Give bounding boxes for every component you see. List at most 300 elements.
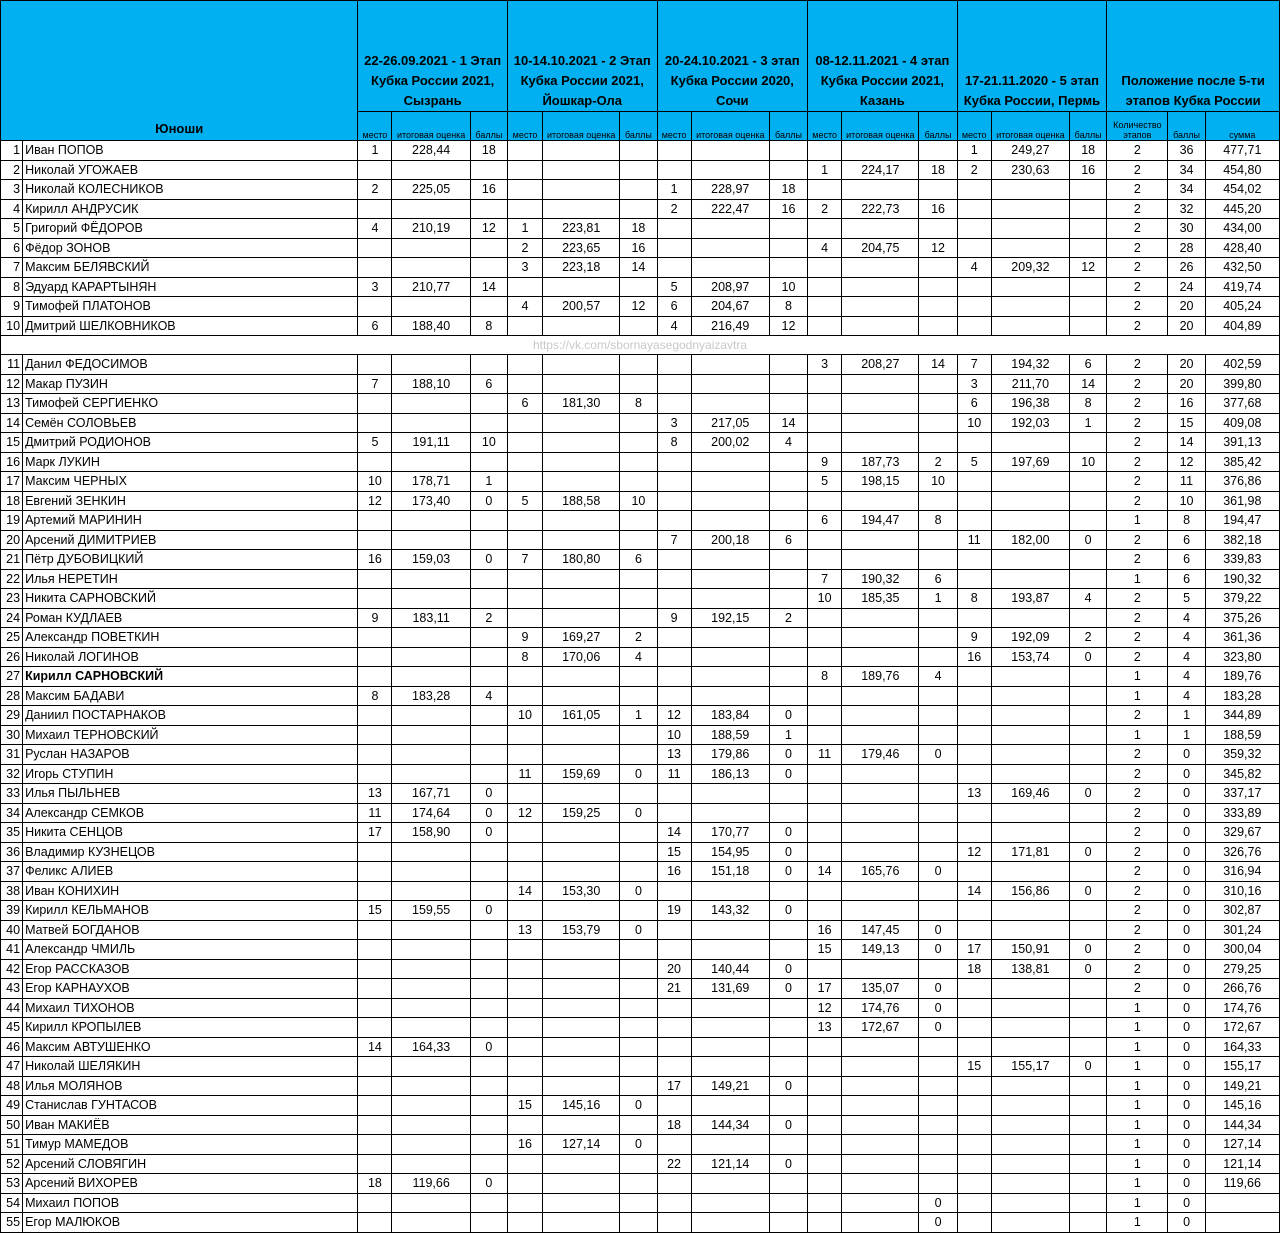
cell-s1-points: 12 bbox=[470, 219, 507, 239]
cell-s3-score bbox=[691, 647, 769, 667]
cell-rank: 17 bbox=[1, 472, 23, 492]
table-row bbox=[1, 1154, 1280, 1174]
summary-title: Положение после 5-ти этапов Кубка России bbox=[1107, 1, 1280, 112]
cell-s1-points bbox=[470, 1096, 507, 1116]
cell-s4-points: 14 bbox=[919, 355, 957, 375]
cell-s3-points: 0 bbox=[769, 1154, 807, 1174]
cell-s1-place bbox=[358, 862, 392, 882]
cell-rank: 49 bbox=[1, 1096, 23, 1116]
cell-total-points: 26 bbox=[1168, 258, 1205, 278]
subheader-place: место bbox=[507, 112, 542, 141]
cell-s1-points: 0 bbox=[470, 823, 507, 843]
cell-rank: 55 bbox=[1, 1213, 23, 1233]
cell-s2-score: 159,69 bbox=[543, 764, 620, 784]
cell-s4-points bbox=[919, 550, 957, 570]
cell-total-points: 20 bbox=[1168, 297, 1205, 317]
cell-s4-place bbox=[808, 784, 842, 804]
cell-rank: 18 bbox=[1, 491, 23, 511]
cell-rank: 40 bbox=[1, 920, 23, 940]
cell-s1-points bbox=[470, 238, 507, 258]
cell-total-sum: 323,80 bbox=[1205, 647, 1279, 667]
cell-s1-score bbox=[392, 1096, 470, 1116]
cell-s1-place: 15 bbox=[358, 901, 392, 921]
cell-s4-place bbox=[808, 725, 842, 745]
cell-rank: 7 bbox=[1, 258, 23, 278]
cell-stage-count: 1 bbox=[1107, 1213, 1168, 1233]
cell-s1-points bbox=[470, 1213, 507, 1233]
cell-total-points: 0 bbox=[1168, 1037, 1205, 1057]
cell-s1-score: 159,03 bbox=[392, 550, 470, 570]
cell-total-sum: 339,83 bbox=[1205, 550, 1279, 570]
cell-total-points: 6 bbox=[1168, 530, 1205, 550]
cell-s5-score: 192,09 bbox=[991, 628, 1069, 648]
cell-s5-points bbox=[1070, 686, 1107, 706]
cell-s2-points: 2 bbox=[620, 628, 657, 648]
cell-s5-place bbox=[957, 511, 991, 531]
cell-s1-points bbox=[470, 530, 507, 550]
cell-stage-count: 1 bbox=[1107, 1096, 1168, 1116]
cell-s5-place bbox=[957, 764, 991, 784]
cell-s4-place bbox=[808, 803, 842, 823]
cell-total-sum: 326,76 bbox=[1205, 842, 1279, 862]
cell-s3-score bbox=[691, 452, 769, 472]
cell-s3-score bbox=[691, 803, 769, 823]
cell-s2-points bbox=[620, 316, 657, 336]
table-row bbox=[1, 1213, 1280, 1233]
cell-s2-points bbox=[620, 745, 657, 765]
cell-s3-score bbox=[691, 1135, 769, 1155]
cell-s1-place bbox=[358, 979, 392, 999]
cell-s3-points: 14 bbox=[769, 413, 807, 433]
cell-s2-place bbox=[507, 1076, 542, 1096]
cell-s4-points: 0 bbox=[919, 745, 957, 765]
cell-s4-place bbox=[808, 959, 842, 979]
cell-s3-place bbox=[657, 920, 691, 940]
cell-s3-place: 6 bbox=[657, 297, 691, 317]
cell-s1-score bbox=[392, 862, 470, 882]
cell-s3-place bbox=[657, 452, 691, 472]
cell-s2-place bbox=[507, 511, 542, 531]
cell-s5-place: 6 bbox=[957, 394, 991, 414]
cell-s5-place: 16 bbox=[957, 647, 991, 667]
cell-s1-place: 18 bbox=[358, 1174, 392, 1194]
cell-s1-points bbox=[470, 959, 507, 979]
cell-name: Александр ЧМИЛЬ bbox=[23, 940, 358, 960]
cell-s4-points bbox=[919, 686, 957, 706]
cell-total-sum: 188,59 bbox=[1205, 725, 1279, 745]
cell-s5-score bbox=[991, 1135, 1069, 1155]
cell-s1-score: 228,44 bbox=[392, 141, 470, 161]
subheader-points: баллы bbox=[470, 112, 507, 141]
cell-s1-score: 159,55 bbox=[392, 901, 470, 921]
cell-stage-count: 1 bbox=[1107, 686, 1168, 706]
cell-s5-place bbox=[957, 1193, 991, 1213]
cell-s2-score: 145,16 bbox=[543, 1096, 620, 1116]
cell-s5-points: 8 bbox=[1070, 394, 1107, 414]
cell-s3-score bbox=[691, 589, 769, 609]
cell-total-sum: 428,40 bbox=[1205, 238, 1279, 258]
cell-total-sum: 302,87 bbox=[1205, 901, 1279, 921]
cell-s2-score: 200,57 bbox=[543, 297, 620, 317]
cell-s1-points: 0 bbox=[470, 491, 507, 511]
cell-s2-place bbox=[507, 355, 542, 375]
cell-rank: 6 bbox=[1, 238, 23, 258]
cell-s2-points bbox=[620, 160, 657, 180]
cell-rank: 4 bbox=[1, 199, 23, 219]
cell-s2-points bbox=[620, 842, 657, 862]
cell-stage-count: 1 bbox=[1107, 1115, 1168, 1135]
cell-s1-score bbox=[392, 1115, 470, 1135]
cell-s1-place: 8 bbox=[358, 686, 392, 706]
cell-s5-score bbox=[991, 1076, 1069, 1096]
cell-s3-points bbox=[769, 1037, 807, 1057]
table-row bbox=[1, 959, 1280, 979]
table-row bbox=[1, 1037, 1280, 1057]
cell-s3-place bbox=[657, 803, 691, 823]
cell-s5-score bbox=[991, 433, 1069, 453]
cell-s4-place bbox=[808, 413, 842, 433]
cell-stage-count: 2 bbox=[1107, 803, 1168, 823]
cell-s2-score bbox=[543, 511, 620, 531]
cell-s5-points: 0 bbox=[1070, 940, 1107, 960]
cell-s4-place bbox=[808, 706, 842, 726]
cell-s3-place bbox=[657, 374, 691, 394]
cell-stage-count: 2 bbox=[1107, 706, 1168, 726]
cell-s5-place bbox=[957, 219, 991, 239]
cell-s2-place: 14 bbox=[507, 881, 542, 901]
table-row bbox=[1, 472, 1280, 492]
cell-s2-points: 0 bbox=[620, 920, 657, 940]
cell-s1-points: 14 bbox=[470, 277, 507, 297]
cell-name: Николай ЛОГИНОВ bbox=[23, 647, 358, 667]
cell-total-points: 4 bbox=[1168, 628, 1205, 648]
cell-s4-points bbox=[919, 725, 957, 745]
cell-s3-score: 228,97 bbox=[691, 180, 769, 200]
cell-s2-score bbox=[543, 862, 620, 882]
cell-s4-score bbox=[842, 1057, 919, 1077]
cell-s4-points bbox=[919, 706, 957, 726]
cell-stage-count: 2 bbox=[1107, 940, 1168, 960]
cell-s4-place: 6 bbox=[808, 511, 842, 531]
cell-total-points: 10 bbox=[1168, 491, 1205, 511]
cell-s5-points: 18 bbox=[1070, 141, 1107, 161]
cell-s2-score: 153,79 bbox=[543, 920, 620, 940]
cell-name: Иван МАКИЁВ bbox=[23, 1115, 358, 1135]
cell-s3-points bbox=[769, 647, 807, 667]
table-row bbox=[1, 491, 1280, 511]
cell-rank: 14 bbox=[1, 413, 23, 433]
cell-total-sum: 345,82 bbox=[1205, 764, 1279, 784]
table-row bbox=[1, 1018, 1280, 1038]
cell-s1-points bbox=[470, 569, 507, 589]
cell-s4-points bbox=[919, 316, 957, 336]
cell-s3-score bbox=[691, 258, 769, 278]
cell-rank: 25 bbox=[1, 628, 23, 648]
cell-s4-score: 198,15 bbox=[842, 472, 919, 492]
cell-total-sum: 149,21 bbox=[1205, 1076, 1279, 1096]
cell-s4-points bbox=[919, 881, 957, 901]
cell-name: Марк ЛУКИН bbox=[23, 452, 358, 472]
cell-s5-place bbox=[957, 180, 991, 200]
subheader-count: Количество этапов bbox=[1107, 112, 1168, 141]
cell-s4-score bbox=[842, 725, 919, 745]
cell-total-points: 28 bbox=[1168, 238, 1205, 258]
cell-s4-points: 12 bbox=[919, 238, 957, 258]
cell-s2-score bbox=[543, 530, 620, 550]
cell-s3-points: 0 bbox=[769, 745, 807, 765]
cell-s5-score bbox=[991, 277, 1069, 297]
cell-s5-place bbox=[957, 1174, 991, 1194]
cell-s4-points bbox=[919, 297, 957, 317]
cell-s3-points bbox=[769, 141, 807, 161]
cell-total-sum: 189,76 bbox=[1205, 667, 1279, 687]
cell-s5-points bbox=[1070, 1213, 1107, 1233]
table-row bbox=[1, 764, 1280, 784]
cell-s1-score: 183,11 bbox=[392, 608, 470, 628]
cell-s3-score bbox=[691, 511, 769, 531]
cell-s4-score: 189,76 bbox=[842, 667, 919, 687]
cell-s4-score bbox=[842, 141, 919, 161]
cell-s4-score bbox=[842, 881, 919, 901]
cell-s3-place: 10 bbox=[657, 725, 691, 745]
cell-name: Арсений ДИМИТРИЕВ bbox=[23, 530, 358, 550]
cell-s4-place: 3 bbox=[808, 355, 842, 375]
cell-s1-score bbox=[392, 764, 470, 784]
cell-s2-score: 223,81 bbox=[543, 219, 620, 239]
cell-s4-place bbox=[808, 881, 842, 901]
cell-s2-place: 15 bbox=[507, 1096, 542, 1116]
table-row bbox=[1, 569, 1280, 589]
cell-s3-points bbox=[769, 1213, 807, 1233]
cell-rank: 9 bbox=[1, 297, 23, 317]
cell-s5-place: 8 bbox=[957, 589, 991, 609]
cell-s2-place bbox=[507, 842, 542, 862]
cell-s4-points bbox=[919, 258, 957, 278]
cell-s4-place: 7 bbox=[808, 569, 842, 589]
cell-s3-score bbox=[691, 1193, 769, 1213]
cell-rank: 1 bbox=[1, 141, 23, 161]
cell-s5-points: 0 bbox=[1070, 881, 1107, 901]
cell-s3-points: 16 bbox=[769, 199, 807, 219]
cell-s2-place bbox=[507, 472, 542, 492]
cell-s1-score bbox=[392, 667, 470, 687]
cell-s2-score bbox=[543, 667, 620, 687]
cell-name: Дмитрий РОДИОНОВ bbox=[23, 433, 358, 453]
cell-name: Даниил ПОСТАРНАКОВ bbox=[23, 706, 358, 726]
cell-s5-place bbox=[957, 979, 991, 999]
cell-s2-points bbox=[620, 180, 657, 200]
cell-s5-score: 150,91 bbox=[991, 940, 1069, 960]
subheader-points: баллы bbox=[919, 112, 957, 141]
cell-s1-place: 3 bbox=[358, 277, 392, 297]
cell-s1-points bbox=[470, 589, 507, 609]
cell-total-points: 6 bbox=[1168, 550, 1205, 570]
cell-stage-count: 1 bbox=[1107, 1154, 1168, 1174]
cell-s1-place bbox=[358, 258, 392, 278]
cell-s1-score: 188,40 bbox=[392, 316, 470, 336]
cell-s1-place bbox=[358, 628, 392, 648]
cell-s3-place bbox=[657, 550, 691, 570]
cell-s1-place bbox=[358, 238, 392, 258]
table-row bbox=[1, 823, 1280, 843]
cell-s1-score bbox=[392, 706, 470, 726]
cell-s4-place bbox=[808, 686, 842, 706]
cell-s2-points bbox=[620, 608, 657, 628]
cell-s5-score: 182,00 bbox=[991, 530, 1069, 550]
cell-s5-score: 211,70 bbox=[991, 374, 1069, 394]
cell-s2-points bbox=[620, 277, 657, 297]
table-row bbox=[1, 589, 1280, 609]
cell-stage-count: 2 bbox=[1107, 452, 1168, 472]
subheader-points: баллы bbox=[1168, 112, 1205, 141]
cell-s4-score bbox=[842, 550, 919, 570]
cell-s4-place bbox=[808, 374, 842, 394]
cell-s4-place: 10 bbox=[808, 589, 842, 609]
cell-s2-place bbox=[507, 1174, 542, 1194]
cell-s1-score bbox=[392, 745, 470, 765]
cell-s4-place bbox=[808, 550, 842, 570]
cell-name: Григорий ФЁДОРОВ bbox=[23, 219, 358, 239]
cell-s2-score: 153,30 bbox=[543, 881, 620, 901]
cell-stage-count: 1 bbox=[1107, 1076, 1168, 1096]
cell-s3-points: 0 bbox=[769, 1115, 807, 1135]
cell-stage-count: 2 bbox=[1107, 199, 1168, 219]
cell-s4-score: 194,47 bbox=[842, 511, 919, 531]
cell-s5-points bbox=[1070, 297, 1107, 317]
cell-total-sum: 337,17 bbox=[1205, 784, 1279, 804]
cell-s5-place bbox=[957, 1115, 991, 1135]
cell-s1-place: 17 bbox=[358, 823, 392, 843]
cell-s2-points bbox=[620, 433, 657, 453]
cell-s2-points bbox=[620, 141, 657, 161]
cell-s3-points bbox=[769, 1018, 807, 1038]
cell-s4-score: 174,76 bbox=[842, 998, 919, 1018]
cell-s2-score bbox=[543, 355, 620, 375]
cell-s4-score: 179,46 bbox=[842, 745, 919, 765]
cell-s5-points: 4 bbox=[1070, 589, 1107, 609]
cell-s1-place bbox=[358, 998, 392, 1018]
cell-s1-score: 183,28 bbox=[392, 686, 470, 706]
cell-s1-place bbox=[358, 530, 392, 550]
cell-s1-place bbox=[358, 667, 392, 687]
cell-s1-place bbox=[358, 1018, 392, 1038]
cell-total-sum: 404,89 bbox=[1205, 316, 1279, 336]
cell-name: Семён СОЛОВЬЕВ bbox=[23, 413, 358, 433]
cell-s3-place bbox=[657, 628, 691, 648]
cell-s2-points bbox=[620, 823, 657, 843]
cell-s2-points bbox=[620, 355, 657, 375]
cell-s1-place: 12 bbox=[358, 491, 392, 511]
cell-s1-place bbox=[358, 1213, 392, 1233]
cell-stage-count: 2 bbox=[1107, 823, 1168, 843]
cell-s2-place: 2 bbox=[507, 238, 542, 258]
cell-s4-score: 222,73 bbox=[842, 199, 919, 219]
cell-s4-points bbox=[919, 628, 957, 648]
cell-s4-place bbox=[808, 764, 842, 784]
cell-s4-score bbox=[842, 374, 919, 394]
cell-s5-score: 153,74 bbox=[991, 647, 1069, 667]
cell-s3-place bbox=[657, 258, 691, 278]
cell-s5-score bbox=[991, 1174, 1069, 1194]
cell-s1-score bbox=[392, 1018, 470, 1038]
cell-total-sum: 174,76 bbox=[1205, 998, 1279, 1018]
cell-s5-points bbox=[1070, 1193, 1107, 1213]
cell-s2-score bbox=[543, 277, 620, 297]
cell-s1-points bbox=[470, 667, 507, 687]
cell-s5-score bbox=[991, 1193, 1069, 1213]
cell-s5-place bbox=[957, 745, 991, 765]
cell-s2-score: 188,58 bbox=[543, 491, 620, 511]
cell-total-sum: 379,22 bbox=[1205, 589, 1279, 609]
cell-s4-points bbox=[919, 433, 957, 453]
cell-rank: 16 bbox=[1, 452, 23, 472]
cell-stage-count: 1 bbox=[1107, 725, 1168, 745]
cell-s3-score bbox=[691, 1096, 769, 1116]
cell-s3-score: 188,59 bbox=[691, 725, 769, 745]
cell-s3-points bbox=[769, 472, 807, 492]
cell-s5-points bbox=[1070, 803, 1107, 823]
cell-s2-place bbox=[507, 180, 542, 200]
cell-s2-points bbox=[620, 413, 657, 433]
cell-s4-place: 17 bbox=[808, 979, 842, 999]
cell-s2-score bbox=[543, 569, 620, 589]
cell-s5-score: 138,81 bbox=[991, 959, 1069, 979]
cell-name: Кирилл КРОПЫЛЕВ bbox=[23, 1018, 358, 1038]
cell-s2-score bbox=[543, 1076, 620, 1096]
cell-s1-points bbox=[470, 706, 507, 726]
cell-s5-score bbox=[991, 667, 1069, 687]
cell-s2-score bbox=[543, 1018, 620, 1038]
table-row bbox=[1, 199, 1280, 219]
table-row bbox=[1, 686, 1280, 706]
cell-s1-score bbox=[392, 647, 470, 667]
cell-s5-score: 171,81 bbox=[991, 842, 1069, 862]
cell-s3-score: 121,14 bbox=[691, 1154, 769, 1174]
cell-rank: 36 bbox=[1, 842, 23, 862]
cell-name: Егор КАРНАУХОВ bbox=[23, 979, 358, 999]
cell-s4-place: 16 bbox=[808, 920, 842, 940]
cell-s2-score bbox=[543, 1213, 620, 1233]
cell-s1-place bbox=[358, 647, 392, 667]
cell-s1-score: 210,19 bbox=[392, 219, 470, 239]
cell-s4-points: 1 bbox=[919, 589, 957, 609]
cell-s2-points: 6 bbox=[620, 550, 657, 570]
cell-s3-place: 12 bbox=[657, 706, 691, 726]
cell-total-points: 0 bbox=[1168, 1154, 1205, 1174]
cell-s5-score bbox=[991, 297, 1069, 317]
cell-s5-place bbox=[957, 862, 991, 882]
table-row bbox=[1, 511, 1280, 531]
cell-s3-points bbox=[769, 258, 807, 278]
cell-s5-points bbox=[1070, 725, 1107, 745]
cell-name: Илья ПЫЛЬНЕВ bbox=[23, 784, 358, 804]
cell-s2-points bbox=[620, 1174, 657, 1194]
cell-s3-score: 200,02 bbox=[691, 433, 769, 453]
cell-name: Арсений ВИХОРЕВ bbox=[23, 1174, 358, 1194]
cell-s5-score bbox=[991, 901, 1069, 921]
cell-total-points: 4 bbox=[1168, 647, 1205, 667]
cell-s4-place: 15 bbox=[808, 940, 842, 960]
cell-s3-score: 204,67 bbox=[691, 297, 769, 317]
cell-s2-place bbox=[507, 199, 542, 219]
cell-s4-points bbox=[919, 1076, 957, 1096]
cell-s5-points bbox=[1070, 901, 1107, 921]
cell-stage-count: 2 bbox=[1107, 472, 1168, 492]
cell-rank: 44 bbox=[1, 998, 23, 1018]
cell-s1-points: 4 bbox=[470, 686, 507, 706]
cell-stage-count: 2 bbox=[1107, 160, 1168, 180]
cell-s3-points: 2 bbox=[769, 608, 807, 628]
